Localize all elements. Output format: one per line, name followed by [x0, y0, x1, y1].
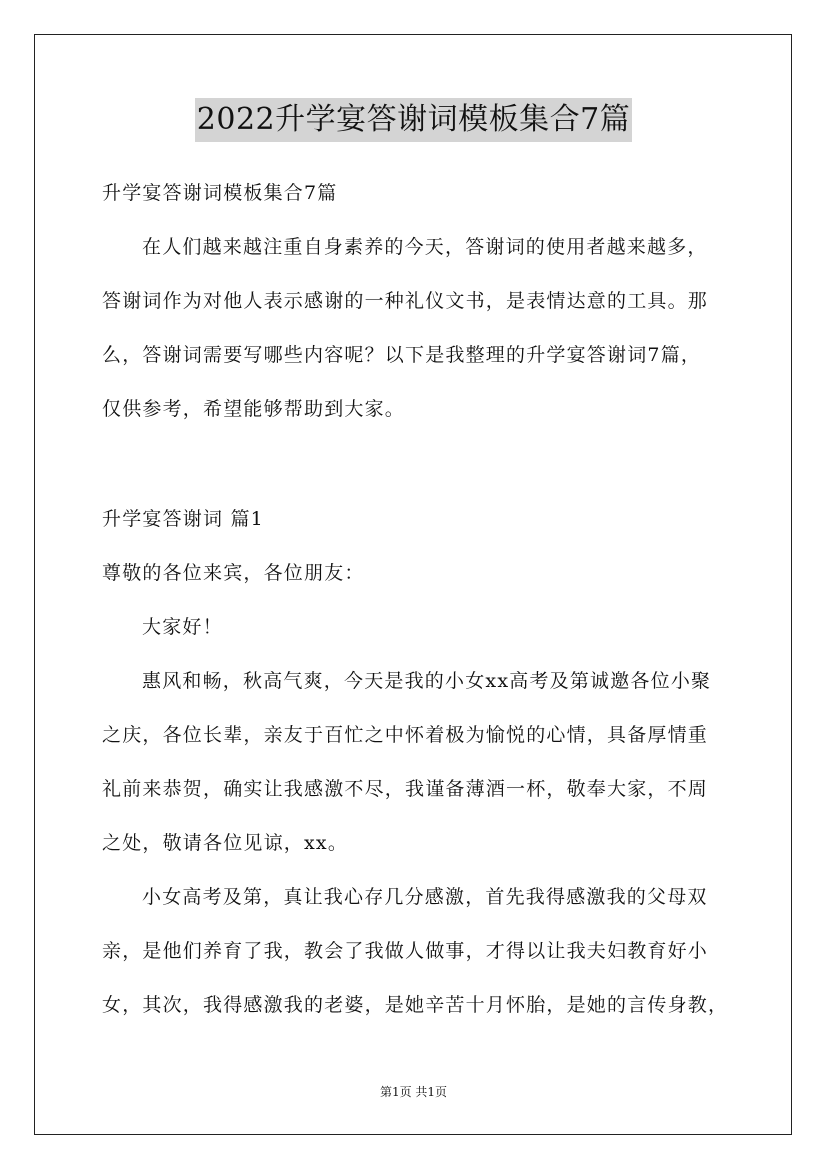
paragraph1-line-4: 之处，敬请各位见谅，xx。: [102, 832, 349, 854]
intro-line-1: 在人们越来越注重自身素养的今天，答谢词的使用者越来越多，: [142, 236, 708, 258]
intro-line-4: 仅供参考，希望能够帮助到大家。: [102, 398, 406, 420]
salutation: 尊敬的各位来宾，各位朋友：: [102, 562, 365, 584]
document-title: 2022升学宴答谢词模板集合7篇: [195, 98, 632, 142]
title-container: [0, 98, 827, 142]
section-heading: 升学宴答谢词 篇1: [102, 508, 264, 530]
intro-line-2: 答谢词作为对他人表示感谢的一种礼仪文书，是表情达意的工具。那: [102, 290, 709, 312]
page-footer: 第1页 共1页: [379, 1085, 448, 1099]
document-subtitle: 升学宴答谢词模板集合7篇: [102, 182, 338, 204]
paragraph1-line-1: 惠风和畅，秋高气爽，今天是我的小女xx高考及第诚邀各位小聚: [142, 670, 712, 692]
paragraph1-line-2: 之庆，各位长辈，亲友于百忙之中怀着极为愉悦的心情，具备厚情重: [102, 724, 709, 746]
paragraph2-line-2: 亲，是他们养育了我，教会了我做人做事，才得以让我夫妇教育好小: [102, 940, 709, 962]
paragraph2-line-3: 女，其次，我得感激我的老婆，是她辛苦十月怀胎，是她的言传身教，: [102, 994, 729, 1016]
paragraph2-line-1: 小女高考及第，真让我心存几分感激，首先我得感激我的父母双: [142, 886, 708, 908]
intro-line-3: 么，答谢词需要写哪些内容呢？以下是我整理的升学宴答谢词7篇，: [102, 344, 702, 366]
greeting: 大家好！: [142, 616, 223, 638]
paragraph1-line-3: 礼前来恭贺，确实让我感激不尽，我谨备薄酒一杯，敬奉大家，不周: [102, 778, 709, 800]
